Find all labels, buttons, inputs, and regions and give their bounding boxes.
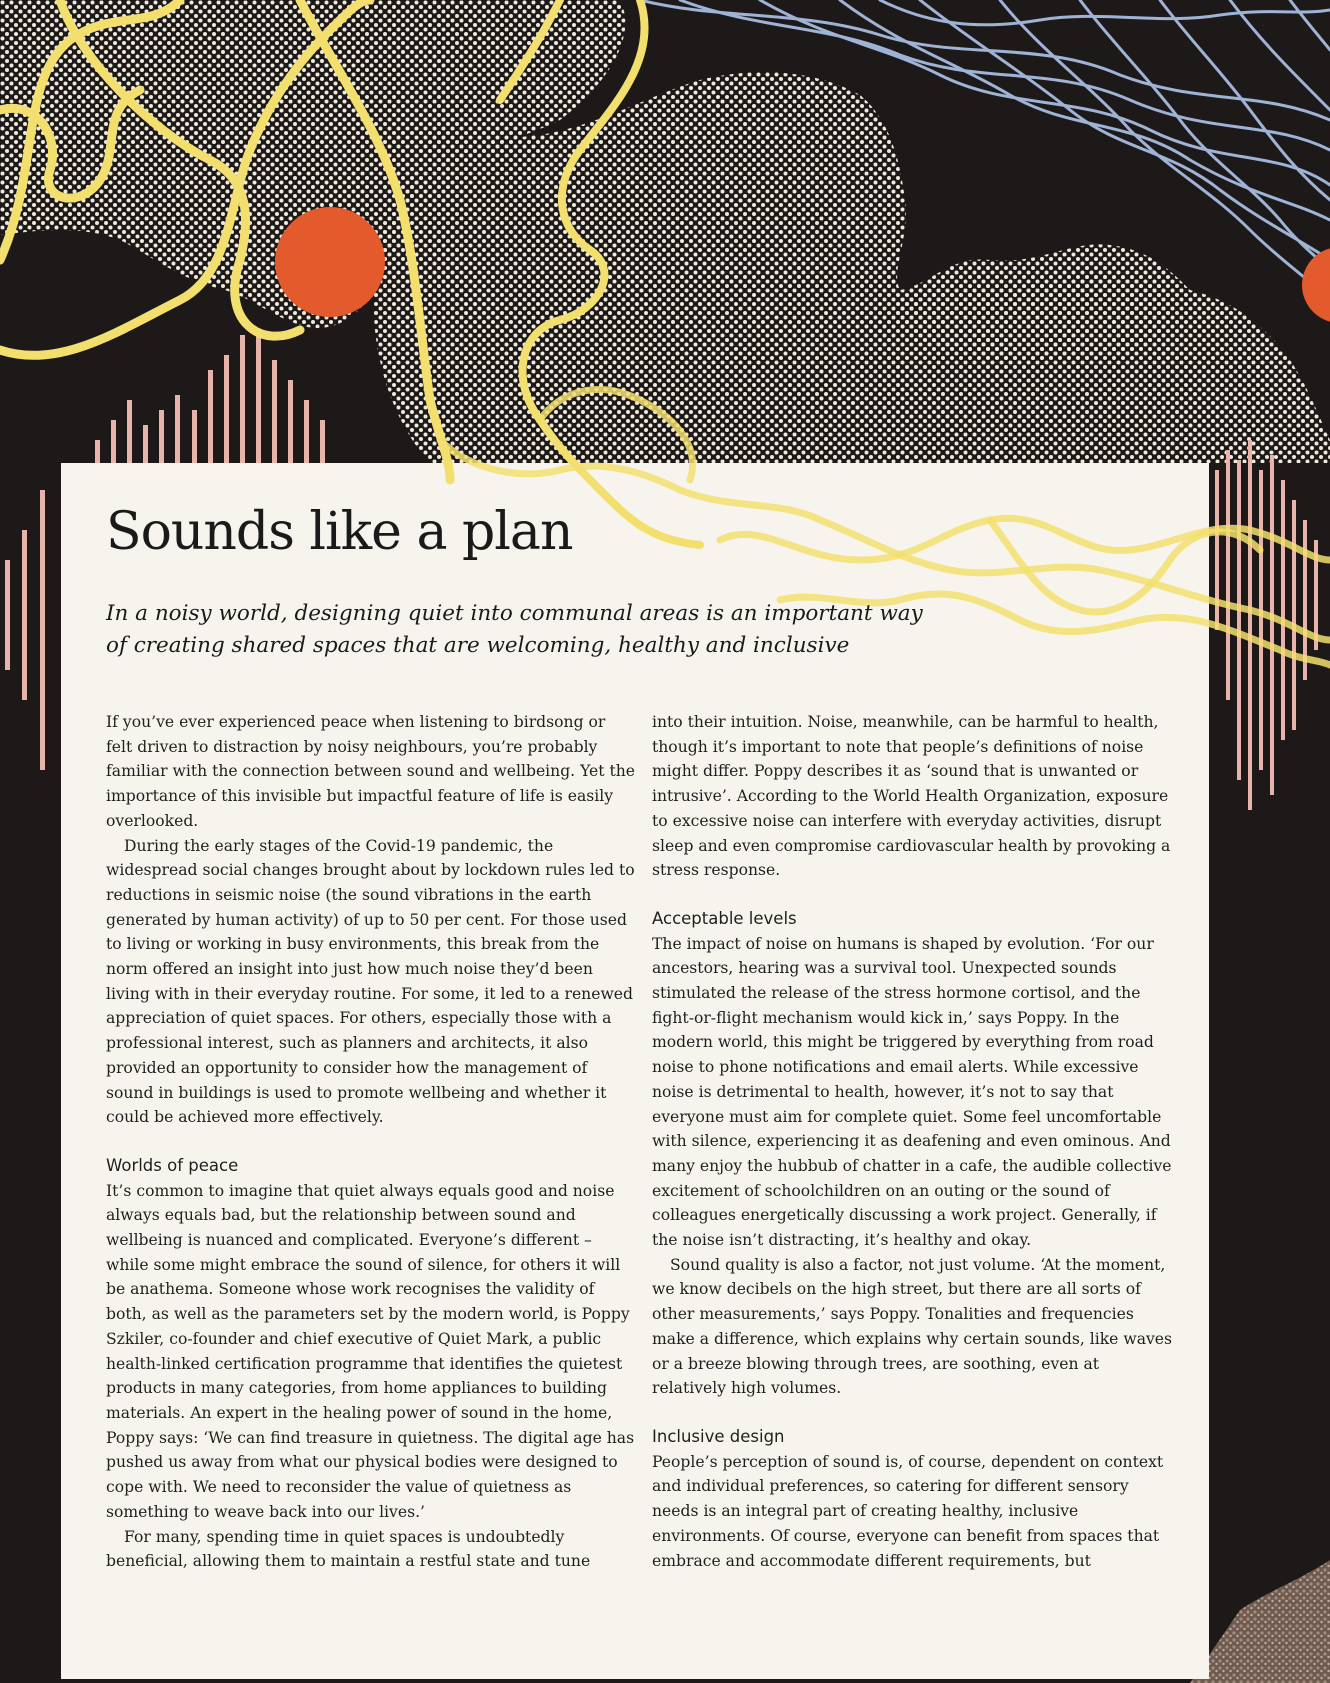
article-title: Sounds like a plan: [106, 502, 573, 562]
paragraph: into their intuition. Noise, meanwhile, can be harmful to health, though it’s important to note that people’s definitions of noise might differ. Poppy describes it as ‘sound that is unwanted or intrusive’. According to the World Health Organization, exposure to excessive noise can interfere with everyday activities, disrupt sleep and even compromise cardiovascular health by provoking a stress response.: [652, 713, 1171, 880]
paragraph: If you’ve ever experienced peace when listening to birdsong or felt driven to distraction by noisy neighbours, you’re probably familiar with the connection between sound and wellbeing. Yet the importance of this invisible but impactful feature of life is easily overlooked.: [106, 713, 636, 830]
paragraph: People’s perception of sound is, of course, dependent on context and individual preferences, so catering for different sensory needs is an integral part of creating healthy, inclusive environments. Of course, everyone can benefit from spaces that embrace and accommodate different requirements, but: [652, 1452, 1164, 1570]
paragraph: For many, spending time in quiet spaces is undoubtedly beneficial, allowing them to maintain a restful state and tune: [106, 1527, 591, 1571]
paragraph: It’s common to imagine that quiet always equals good and noise always equals bad, but the relationship between sound and wellbeing is nuanced and complicated. Everyone’s different – while some might embrace the sound of silence, for others it will be anathema. Someone whose work recognises the validity of both, as well as the parameters set by the modern world, is Poppy Szkiler, co-founder and chief executive of Quiet Mark, a public health-linked certification programme that identifies the quietest products in many categories, from home appliances to building materials. An expert in the healing power of sound in the home, Poppy says: ‘We can find treasure in quietness. The digital age has pushed us away from what our physical bodies were designed to cope with. We need to reconsider the value of quietness as something to weave back into our lives.’: [106, 1181, 635, 1521]
paragraph: During the early stages of the Covid-19 pandemic, the widespread social changes brought about by lockdown rules led to reductions in seismic noise (the sound vibrations in the earth generated by human activity) of up to 50 per cent. For those used to living or working in busy environments, this break from the norm offered an insight into just how much noise they’d been living with in their everyday routine. For some, it led to a renewed appreciation of quiet spaces. For others, especially those with a professional interest, such as planners and architects, it also provided an opportunity to consider how the management of sound in buildings is used to promote wellbeing and whether it could be achieved more effectively.: [106, 836, 635, 1127]
section-heading-inclusive-design: Inclusive design: [652, 1426, 785, 1446]
left-column: [106, 710, 636, 1574]
section-heading-acceptable-levels: Acceptable levels: [652, 908, 797, 928]
section-heading-worlds-of-peace: Worlds of peace: [106, 1155, 239, 1175]
right-column: [652, 710, 1177, 1573]
paragraph: The impact of noise on humans is shaped by evolution. ‘For our ancestors, hearing was a survival tool. Unexpected sounds stimulated the release of the stress hormone cortisol, and the fight-or-flight mechanism would kick in,’ says Poppy. In the modern world, this might be triggered by everything from road noise to phone notifications and email alerts. While excessive noise is detrimental to health, however, it’s not to say that everyone must aim for complete quiet. Some feel uncomfortable with silence, experiencing it as deafening and even ominous. And many enjoy the hubbub of chatter in a cafe, the audible collective excitement of schoolchildren on an outing or the sound of colleagues energetically discussing a work project. Generally, if the noise isn’t distracting, it’s healthy and okay.: [652, 934, 1172, 1250]
paragraph: Sound quality is also a factor, not just volume. ‘At the moment, we know decibels on the high street, but there are all sorts of other measurements,’ says Poppy. Tonalities and frequencies make a difference, which explains why certain sounds, like waves or a breeze blowing through trees, are soothing, even at relatively high volumes.: [652, 1255, 1173, 1398]
article-standfirst: In a noisy world, designing quiet into communal areas is an important way of creating shared spaces that are welcoming, healthy and inclusive: [106, 601, 923, 658]
